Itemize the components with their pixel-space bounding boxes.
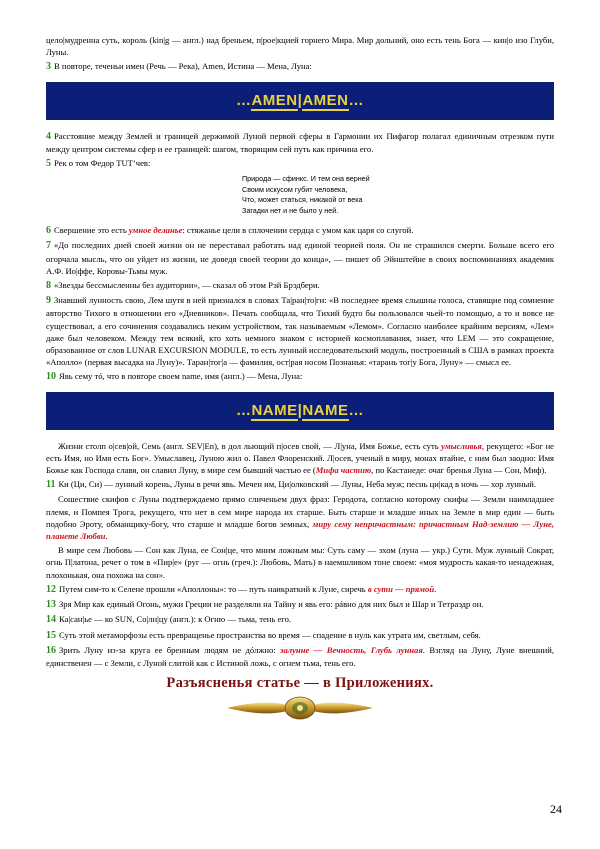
banner-text: …AMEN|AMEN… xyxy=(235,91,365,109)
paragraph-6: 6 Свершение это есть умное деланье: стяжанье цели в сплочении сердца с умом как царя со слугой. xyxy=(46,225,414,237)
paragraph-14: 14 Ка|сан|ье — ко SUN, Со|лн|цу (англ.): к Огню — тьма, тень его. xyxy=(46,614,292,626)
paragraph-11-scythians: Сошествие скифов с Луны подтверждаемо прямо сличеньем двух фраз: Геродота, согласно которому скифы — Земли наимладшее племя, и Помпея Трога, рекущего, что нет в сем мире народа их старше. Быть старше и младше иных на Земле в мир един — быть подобно Эроту, обманщику-богу, что старше и младше богов земных, миру сему непричастным: причастным Над-землию — Луне, планете Любви. xyxy=(46,494,554,542)
paragraph-4: 4 Расстояние между Землей и границей держимой Луной первой сферы в Гармонии их Пифагор полагал единичным отрезком пути между центром системы сфер и ее границей: шагом, творящим сей путь как причина его. xyxy=(46,130,554,154)
page-body xyxy=(46,34,554,721)
note-number: 3 xyxy=(46,61,51,73)
paragraph-15: 15 Суть этой метаморфозы есть превращенье пространства во время — спадение в нуль как утрата им, светлым, себя. xyxy=(46,629,481,641)
banner-text: …NAME|NAME… xyxy=(235,401,365,419)
paragraph-7: 7 «До последних дней своей жизни он не переставал работать над единой теорией поля. Он не страшился смерти. Больше всего его огорчала мысль, что он уйдет из жизни, не доведя своей теории до конца», — пишет об Эйнштейне в своих воспоминаниях академик А.Ф. Ио|ффе, Коровы-Тьмы муж. xyxy=(46,240,554,276)
paragraph-11: 11 Ки (Ци, Си) — лунный корень, Луны в речи явь. Мечен им, Ци|олковский — Луны, Неба муж; песнь ци|кад в ночь — хор лунный. xyxy=(46,479,537,491)
note-number: 9 xyxy=(46,295,51,307)
poem-line: Загадки нет и не было у ней. xyxy=(242,205,339,215)
paragraph-life: Жизни столп о|сев|ой, Семь (англ. SEV|En), в дол льющий п|осев свой, — Л|уна, Имя Божье, есть суть умысливья, рекущего: «Бог не есть Имя, но Имя есть Бог». Умыславец, Луною жил о. Павел Флоренский. Л|осев, ученый в миру, монах втайне, с ним был заодно: Имя Божье как Господа славя, он славил Луну, в мире сем бывший частью ее (Мифа частию, по Кастанеде: очаг бренья Луна — Сон, Миф). xyxy=(46,440,554,476)
note-number: 15 xyxy=(46,629,56,641)
banner-amen xyxy=(46,82,554,120)
note-number: 8 xyxy=(46,280,51,292)
note-number: 10 xyxy=(46,371,56,383)
ornament-divider-icon xyxy=(225,695,375,721)
note-number: 12 xyxy=(46,583,56,595)
note-number: 11 xyxy=(46,479,56,491)
paragraph-5: 5 Рек о том Федор TUT’чев: xyxy=(46,158,151,170)
paragraph-13: 13 Зря Мир как единый Огонь, мужи Греции не разделяли на Тайну и явь его: рáвно для них был и Шар и Тетраэдр он. xyxy=(46,599,484,611)
banner-name xyxy=(46,392,554,430)
appendix-note-title: Разъясненья статье — в Приложениях. xyxy=(166,675,434,692)
note-number: 16 xyxy=(46,644,56,656)
poem-quote xyxy=(242,174,554,216)
note-number: 14 xyxy=(46,614,56,626)
paragraph-intro: цело|мудренна суть, король (kin|g — англ.) над бреньем, п|рое|кцией горнего Мира. Мир дольний, оно есть тень Бога — кин|о изо Глуби, Луны. xyxy=(46,35,554,58)
note-number: 7 xyxy=(46,240,51,252)
note-number: 5 xyxy=(46,158,51,170)
poem-line: Природа — сфинкс. И тем она верней xyxy=(242,174,370,184)
note-number: 4 xyxy=(46,130,51,142)
paragraph-3: 3 В повторе, теченьи имен (Речь — Река), Amen, Истина — Мена, Луна: xyxy=(46,61,312,73)
poem-line: Что, может статься, никакой от века xyxy=(242,195,363,205)
paragraph-11-love: В мире сем Любовь — Сон как Луна, ее Сон|це, что мним ложным мы: Суть саму — эхом (луна — укр.) Сути. Муж лунный Сократ, огнь П|латона, речет о том в «Пир|е» (руг — огнь (греч.): Любовь, Мать) в наемшливом тоне своем: «моя мудрость какая-то ненадежная, плохонькая, она похожа на сон». xyxy=(46,545,554,580)
note-number: 6 xyxy=(46,225,51,237)
page-number: 24 xyxy=(550,802,562,816)
paragraph-16: 16 Зрить Луну из-за круга ее бренным людям не дóлжно: залунне — Вечность, Глубь лунная. Взгляд на Луну, Луне внешний, единственен — с Земли, с Луной слитой как с Истиной ложь, с огнем тьма, тень его. xyxy=(46,644,554,668)
note-number: 13 xyxy=(46,599,56,611)
poem-line: Своим искусом губит человека, xyxy=(242,184,348,194)
paragraph-9: 9 Знавший лунность свою, Лем шутя в ней признался в словах Та|ран|то|ги: «В последнее время слышны голоса, ставящие под сомнение авторство Тихого в отношении его «Дневников». Печать сообщала, что Тихий будто бы пользовался чьей-то помощью, а то и вовсе не существовал, а его сочинения создавались неким устройством, так называемым «Лемом». Согласно наиболее крайним версиям, «Лем» даже был человеком. Между тем всякий, кто хоть немного знаком с историей космоплавания, знает, что LEM — это сокращение, образованное от слов LUNAR EXCURSION MODULE, то есть лунный исследовательский модуль, построенный в США в рамках проекта «Аполло» (первая высадка на Луну)». Таран|тог|а — фамилия, ост|рая носом Познанья: «тарань тог|у Бога, Луну» — смысл ее. xyxy=(46,295,554,368)
paragraph-10: 10 Явь сему тó, что в повторе своем name, имя (англ.) — Мена, Луна: xyxy=(46,371,303,383)
paragraph-12: 12 Путем сим-то к Селене прошли «Аполлоны»: то — путь наикраткий к Луне, сиречь в сути — прямой. xyxy=(46,583,437,595)
paragraph-8: 8 «Звезды бессмысленны без аудитории», — сказал об этом Рэй Брэдбери. xyxy=(46,280,320,292)
